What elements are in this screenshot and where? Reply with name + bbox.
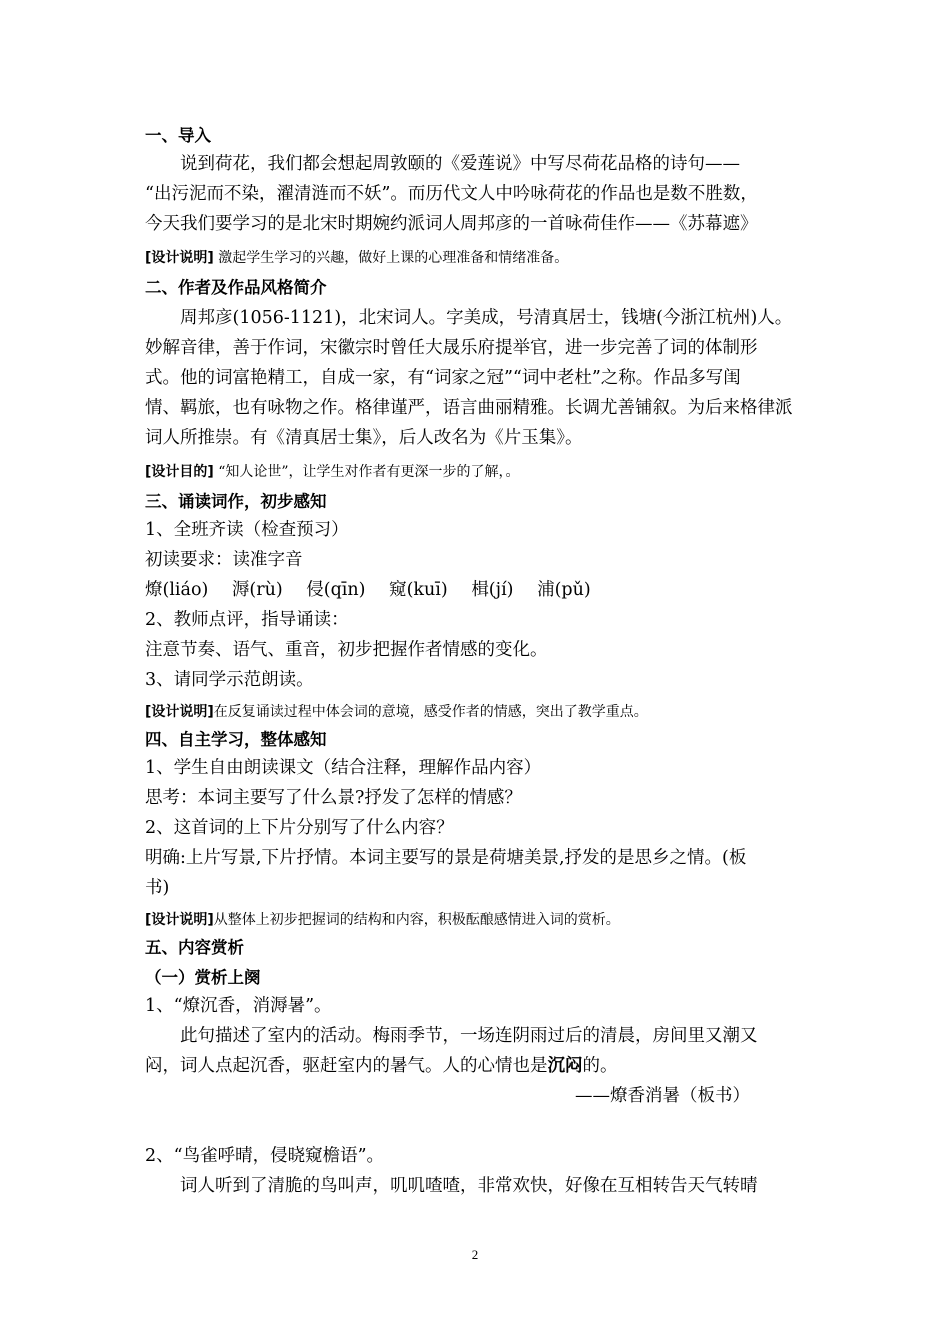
note-text: 在反复诵读过程中体会词的意境，感受作者的情感，突出了教学重点。 [213,704,648,720]
note-tag: [设计说明] [145,704,214,720]
note-tag: [设计说明] [145,912,214,928]
pinyin-list [145,578,609,602]
list-item: 2、教师点评，指导诵读： [145,610,349,630]
paragraph-line: 式。他的词富艳精工，自成一家，有“词家之冠”“词中老杜”之称。作品多写闺 [145,368,741,388]
paragraph-line: 词人听到了清脆的鸟叫声，叽叽喳喳，非常欢快，好像在互相转告天气转晴 [180,1176,758,1196]
pinyin-item: 楫(jí) [471,580,514,600]
page-number: 2 [471,1247,479,1262]
design-note [145,700,648,724]
list-item: 3、请同学示范朗读。 [145,670,314,690]
paragraph-line: 周邦彦(1056-1121)，北宋词人。字美成，号清真居士，钱塘(今浙江杭州)人。 [180,308,793,328]
list-item: 1、学生自由朗读课文（结合注释，理解作品内容） [145,758,542,778]
list-item: 1、“燎沉香，消溽暑”。 [145,996,332,1016]
paragraph-line: 初读要求：读准字音 [145,550,303,570]
note-text: “知人论世”，让学生对作者有更深一步的了解，。 [213,464,520,480]
paragraph-line: “出污泥而不染，濯清涟而不妖”。而历代文人中吟咏荷花的作品也是数不胜数， [145,184,758,204]
list-item: 2、“鸟雀呼晴，侵晓窥檐语”。 [145,1146,385,1166]
pinyin-item: 溽(rù) [231,580,283,600]
paragraph-line: 说到荷花，我们都会想起周敦颐的《爱莲说》中写尽荷花品格的诗句—— [180,154,740,174]
list-item: 2、这首词的上下片分别写了什么内容？ [145,818,454,838]
note-text: 从整体上初步把握词的结构和内容，积极酝酿感情进入词的赏析。 [213,912,620,928]
pinyin-item: 侵(qīn) [306,580,366,600]
note-text: 激起学生学习的兴趣，做好上课的心理准备和情绪准备。 [213,250,569,266]
paragraph-line: 妙解音律，善于作词，宋徽宗时曾任大晟乐府提举官，进一步完善了词的体制形 [145,338,758,358]
note-tag: [设计目的] [145,464,214,480]
text-run: 闷，词人点起沉香，驱赶室内的暑气。人的心情也是 [145,1056,548,1076]
paragraph-line: 思考：本词主要写了什么景?抒发了怎样的情感？ [145,788,522,808]
emphasis-text: 沉闷 [547,1056,583,1076]
paragraph-line: 明确:上片写景,下片抒情。本词主要写的景是荷塘美景,抒发的是思乡之情。(板 [145,848,747,868]
subsection-heading: （一）赏析上阕 [145,968,261,987]
paragraph-line: 今天我们要学习的是北宋时期婉约派词人周邦彦的一首咏荷佳作——《苏幕遮》 [145,214,758,234]
pinyin-item: 浦(pǔ) [537,580,591,600]
section-heading-analysis: 五、内容赏析 [145,938,244,957]
board-note: ——燎香消暑（板书） [575,1086,750,1106]
paragraph-line [145,1054,618,1078]
section-heading-self-study: 四、自主学习，整体感知 [145,730,327,749]
text-run: 的。 [582,1056,618,1076]
paragraph-line: 情、羁旅，也有咏物之作。格律谨严，语言曲丽精雅。长调尤善铺叙。为后来格律派 [145,398,793,418]
paragraph-line: 词人所推崇。有《清真居士集》，后人改名为《片玉集》。 [145,428,583,448]
section-heading-intro: 一、导入 [145,126,211,145]
section-heading-reading: 三、诵读词作，初步感知 [145,492,327,511]
design-note [145,246,568,270]
paragraph-line: 注意节奏、语气、重音，初步把握作者情感的变化。 [145,640,548,660]
paragraph-line: 此句描述了室内的活动。梅雨季节，一场连阴雨过后的清晨，房间里又潮又 [180,1026,758,1046]
paragraph-line: 书) [145,878,170,898]
pinyin-item: 燎(liáo) [145,580,209,600]
design-note [145,908,620,932]
list-item: 1、全班齐读（检查预习） [145,520,349,540]
section-heading-author: 二、作者及作品风格简介 [145,278,327,297]
pinyin-item: 窥(kuī) [389,580,448,600]
note-tag: [设计说明] [145,250,214,266]
design-note [145,460,520,484]
